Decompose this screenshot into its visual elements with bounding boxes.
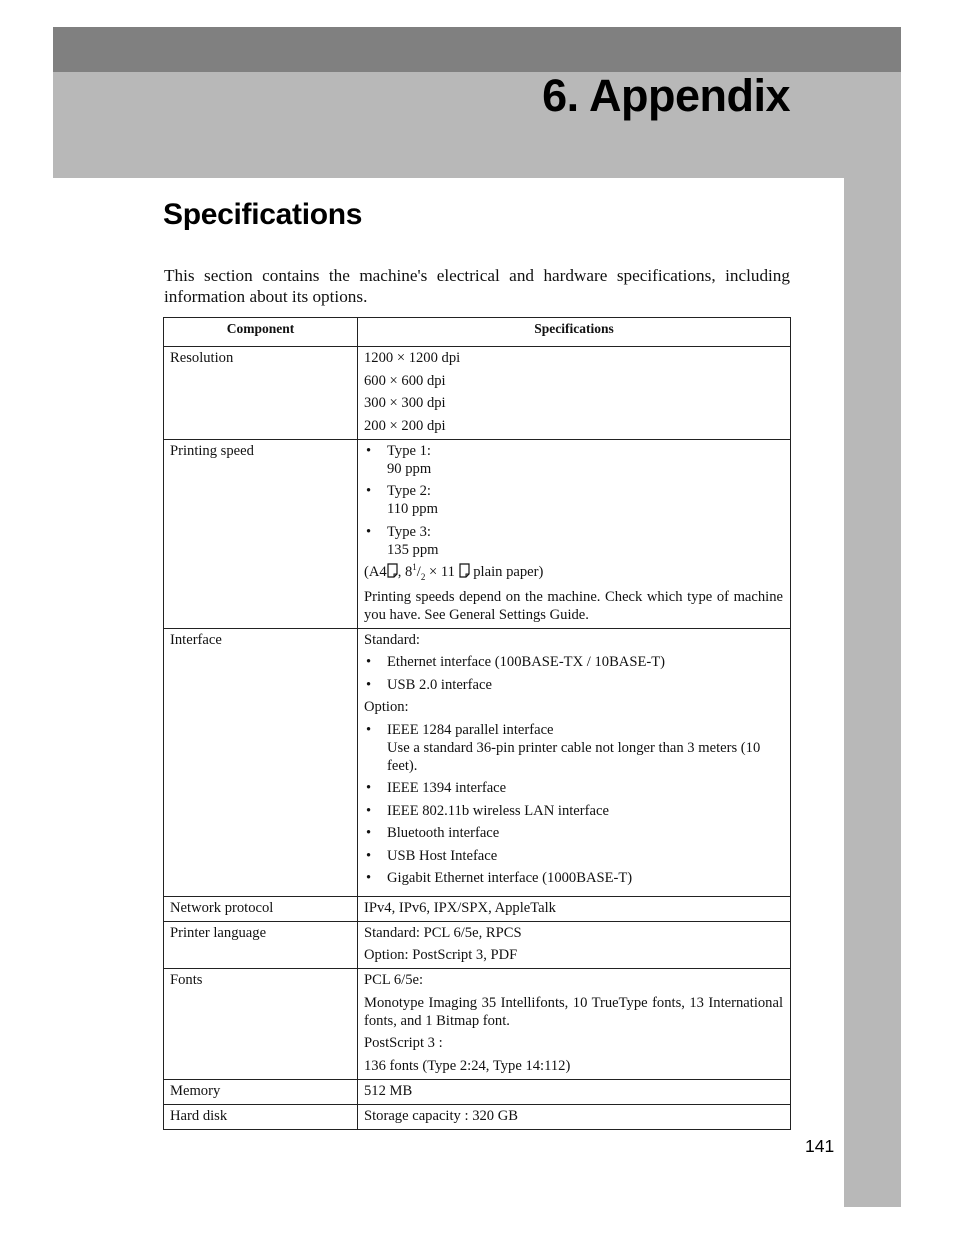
fonts-pcl-value: Monotype Imaging 35 Intellifonts, 10 TrueType fonts, 13 International fonts, and 1 Bitmap font.: [364, 994, 783, 1029]
speed-type-name: • Type 2:: [387, 483, 431, 499]
option-note: Use a standard 36-pin printer cable not longer than 3 meters (10 feet).: [387, 739, 761, 774]
interface-standard-label: Standard:: [364, 631, 420, 648]
resolution-value: 600 × 600 dpi: [364, 372, 446, 389]
interface-standard-list: [364, 653, 783, 694]
resolution-value: 1200 × 1200 dpi: [364, 350, 461, 366]
component-cell: Printing speed: [164, 439, 358, 628]
list-item: [364, 442, 783, 478]
table-row-network-protocol: [164, 896, 791, 921]
table-row-hard-disk: [164, 1104, 791, 1129]
hard-disk-value: Storage capacity : 320 GB: [364, 1107, 519, 1124]
list-item: [364, 523, 783, 559]
speed-type-value: 135 ppm: [387, 541, 439, 558]
section-title: Specifications: [163, 198, 363, 231]
table-row-printer-language: [164, 921, 791, 969]
page-number: 141: [805, 1136, 835, 1156]
component-cell: Interface: [164, 628, 358, 896]
fonts-pcl-label: PCL 6/5e:: [364, 972, 424, 988]
chapter-side-strip: [844, 178, 901, 1207]
interface-option-list: [364, 721, 783, 888]
memory-value: 512 MB: [364, 1082, 413, 1099]
table-row-printing-speed: [164, 439, 791, 628]
spec-cell: [358, 1079, 791, 1104]
speed-type-name: • Type 3:: [387, 523, 431, 540]
table-row-resolution: [164, 347, 791, 440]
paper-sep-text: , 8: [397, 564, 413, 580]
speed-type-value: 90 ppm: [387, 460, 432, 477]
list-item: • USB Host Inteface: [364, 847, 783, 865]
header-band-dark: [53, 27, 901, 72]
table-row-fonts: [164, 969, 791, 1080]
list-item: • Bluetooth interface: [364, 824, 783, 842]
resolution-value: 200 × 200 dpi: [364, 417, 446, 434]
component-cell: Memory: [164, 1079, 358, 1104]
speed-type-name: • Type 1:: [387, 442, 431, 459]
spec-cell: [358, 628, 791, 896]
column-header-component: Component: [164, 318, 358, 347]
paper-times-text: × 11: [425, 564, 459, 580]
spec-cell: [358, 347, 791, 440]
fonts-ps-label: PostScript 3 :: [364, 1035, 443, 1051]
list-item: • Ethernet interface (100BASE-TX / 10BASE-T): [364, 653, 783, 671]
list-item: • Gigabit Ethernet interface (1000BASE-T): [364, 869, 783, 887]
spec-cell: [358, 969, 791, 1080]
fonts-ps-value: 136 fonts (Type 2:24, Type 14:112): [364, 1057, 571, 1074]
portrait-paper-icon: [459, 563, 470, 583]
paper-size-note: [364, 563, 783, 583]
network-protocol-value: IPv4, IPv6, IPX/SPX, AppleTalk: [364, 899, 556, 916]
column-header-specifications: Specifications: [358, 318, 791, 347]
component-cell: Fonts: [164, 969, 358, 1080]
intro-paragraph: This section contains the machine's electrical and hardware specifications, including information about its options.: [164, 266, 790, 306]
paper-close-text: plain paper): [469, 564, 544, 580]
spec-cell: [358, 921, 791, 969]
list-item: • IEEE 1394 interface: [364, 779, 783, 797]
fraction-denominator: 2: [420, 571, 426, 582]
printing-speed-note: Printing speeds depend on the machine. Check which type of machine you have. See General Settings Guide.: [364, 588, 783, 623]
speed-type-value: 110 ppm: [387, 501, 438, 517]
paper-open-text: (A4: [364, 564, 387, 580]
component-cell: Printer language: [164, 921, 358, 969]
component-cell: Network protocol: [164, 896, 358, 921]
printer-language-option: Option: PostScript 3, PDF: [364, 947, 518, 963]
spec-cell: [358, 896, 791, 921]
list-item: • IEEE 802.11b wireless LAN interface: [364, 802, 783, 820]
spec-cell: [358, 1104, 791, 1129]
resolution-value: 300 × 300 dpi: [364, 395, 446, 411]
component-cell: Resolution: [164, 347, 358, 440]
specifications-table: [163, 317, 791, 1130]
component-cell: Hard disk: [164, 1104, 358, 1129]
fraction-numerator: 1: [412, 562, 417, 573]
spec-cell: [358, 439, 791, 628]
table-header-row: [164, 318, 791, 347]
fraction-slash: /: [416, 564, 421, 580]
list-item: [364, 482, 783, 518]
table-row-interface: [164, 628, 791, 896]
portrait-paper-icon: [387, 563, 398, 583]
list-item: • USB 2.0 interface: [364, 676, 783, 694]
table-row-memory: [164, 1079, 791, 1104]
interface-option-label: Option:: [364, 699, 409, 715]
list-item: [364, 721, 783, 775]
speed-type-list: [364, 442, 783, 559]
chapter-title: 6. Appendix: [542, 70, 790, 121]
option-name: • IEEE 1284 parallel interface: [387, 721, 554, 738]
printer-language-standard: Standard: PCL 6/5e, RPCS: [364, 924, 522, 941]
